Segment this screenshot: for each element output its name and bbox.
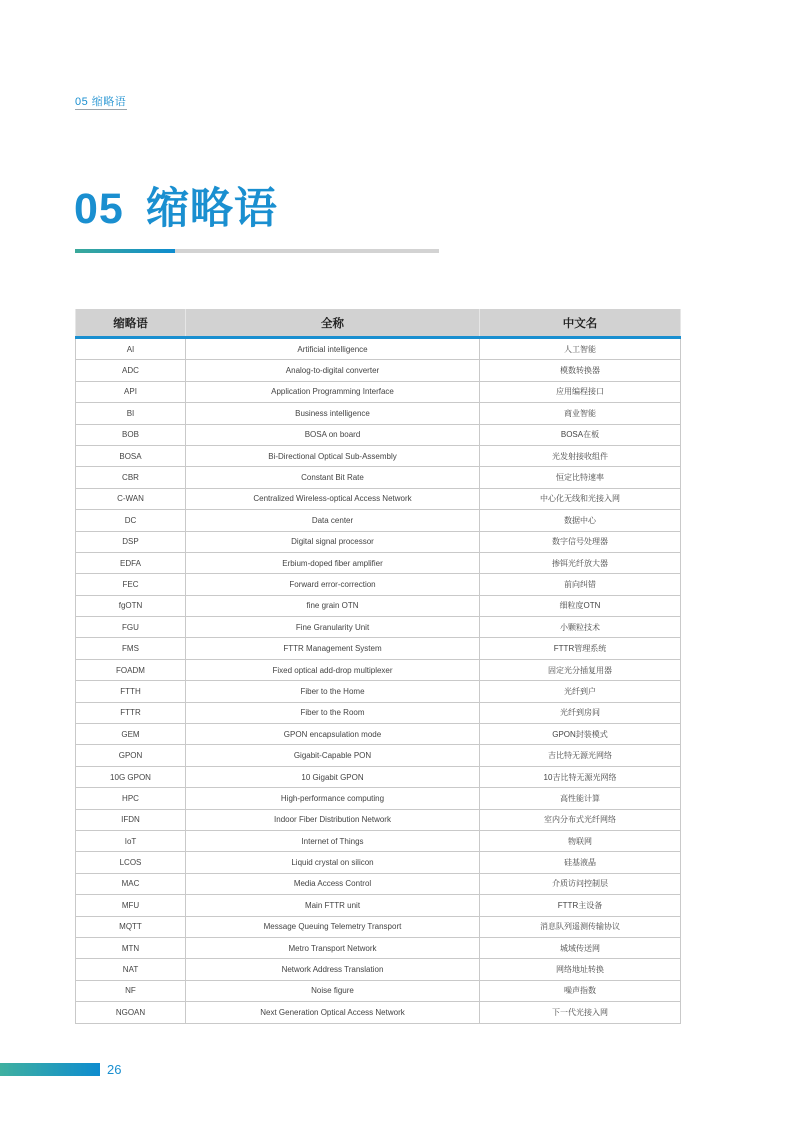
full-name-cell: Application Programming Interface bbox=[186, 381, 480, 402]
full-name-cell: High-performance computing bbox=[186, 788, 480, 809]
abbreviation-cell: CBR bbox=[76, 467, 186, 488]
column-header-chinese-name: 中文名 bbox=[480, 309, 681, 338]
full-name-cell: GPON encapsulation mode bbox=[186, 724, 480, 745]
running-head-divider bbox=[75, 109, 127, 110]
chinese-name-cell: 噪声指数 bbox=[480, 980, 681, 1001]
chinese-name-cell: BOSA在板 bbox=[480, 424, 681, 445]
chinese-name-cell: 商业智能 bbox=[480, 403, 681, 424]
chinese-name-cell: 模数转换器 bbox=[480, 360, 681, 381]
table-row bbox=[76, 552, 681, 573]
table-row bbox=[76, 467, 681, 488]
column-header-full-name: 全称 bbox=[186, 309, 480, 338]
chinese-name-cell: 城域传送网 bbox=[480, 937, 681, 958]
abbreviation-cell: NF bbox=[76, 980, 186, 1001]
running-head: 05 缩略语 bbox=[75, 96, 127, 108]
full-name-cell: Forward error-correction bbox=[186, 574, 480, 595]
abbreviation-cell: DSP bbox=[76, 531, 186, 552]
table-row bbox=[76, 381, 681, 402]
table-row bbox=[76, 531, 681, 552]
table-row bbox=[76, 916, 681, 937]
abbreviation-cell: FTTH bbox=[76, 681, 186, 702]
full-name-cell: Main FTTR unit bbox=[186, 895, 480, 916]
chinese-name-cell: 前向纠错 bbox=[480, 574, 681, 595]
full-name-cell: BOSA on board bbox=[186, 424, 480, 445]
chinese-name-cell: 小颗粒技术 bbox=[480, 617, 681, 638]
full-name-cell: Business intelligence bbox=[186, 403, 480, 424]
chinese-name-cell: 网络地址转换 bbox=[480, 959, 681, 980]
chinese-name-cell: 介质访问控制层 bbox=[480, 873, 681, 894]
chinese-name-cell: 细粒度OTN bbox=[480, 595, 681, 616]
abbreviation-cell: NGOAN bbox=[76, 1002, 186, 1023]
abbreviation-cell: DC bbox=[76, 510, 186, 531]
full-name-cell: Fiber to the Home bbox=[186, 681, 480, 702]
abbreviation-cell: IoT bbox=[76, 830, 186, 851]
table-row bbox=[76, 873, 681, 894]
abbreviation-cell: IFDN bbox=[76, 809, 186, 830]
table-row bbox=[76, 403, 681, 424]
chinese-name-cell: GPON封装模式 bbox=[480, 724, 681, 745]
full-name-cell: Fixed optical add-drop multiplexer bbox=[186, 659, 480, 680]
abbreviation-cell: GEM bbox=[76, 724, 186, 745]
table-row bbox=[76, 1002, 681, 1023]
chinese-name-cell: 物联网 bbox=[480, 830, 681, 851]
table-body bbox=[76, 338, 681, 1024]
abbreviation-cell: ADC bbox=[76, 360, 186, 381]
full-name-cell: Bi-Directional Optical Sub-Assembly bbox=[186, 445, 480, 466]
chinese-name-cell: 光纤到房间 bbox=[480, 702, 681, 723]
full-name-cell: Constant Bit Rate bbox=[186, 467, 480, 488]
abbreviation-cell: HPC bbox=[76, 788, 186, 809]
abbreviation-cell: NAT bbox=[76, 959, 186, 980]
abbreviation-cell: FTTR bbox=[76, 702, 186, 723]
abbreviation-cell: 10G GPON bbox=[76, 766, 186, 787]
full-name-cell: Analog-to-digital converter bbox=[186, 360, 480, 381]
abbreviation-cell: BOB bbox=[76, 424, 186, 445]
chinese-name-cell: 吉比特无源光网络 bbox=[480, 745, 681, 766]
full-name-cell: Network Address Translation bbox=[186, 959, 480, 980]
full-name-cell: FTTR Management System bbox=[186, 638, 480, 659]
table-row bbox=[76, 338, 681, 360]
full-name-cell: Message Queuing Telemetry Transport bbox=[186, 916, 480, 937]
section-number: 05 bbox=[74, 185, 124, 233]
abbreviation-cell: MFU bbox=[76, 895, 186, 916]
table-row bbox=[76, 830, 681, 851]
abbreviation-cell: FGU bbox=[76, 617, 186, 638]
full-name-cell: Fine Granularity Unit bbox=[186, 617, 480, 638]
chinese-name-cell: 消息队列遥测传输协议 bbox=[480, 916, 681, 937]
abbreviation-cell: FEC bbox=[76, 574, 186, 595]
table-row bbox=[76, 638, 681, 659]
full-name-cell: Data center bbox=[186, 510, 480, 531]
abbreviation-cell: EDFA bbox=[76, 552, 186, 573]
full-name-cell: Erbium-doped fiber amplifier bbox=[186, 552, 480, 573]
chinese-name-cell: 光发射接收组件 bbox=[480, 445, 681, 466]
full-name-cell: Noise figure bbox=[186, 980, 480, 1001]
chinese-name-cell: 室内分布式光纤网络 bbox=[480, 809, 681, 830]
full-name-cell: Digital signal processor bbox=[186, 531, 480, 552]
chinese-name-cell: 下一代光接入网 bbox=[480, 1002, 681, 1023]
table-row bbox=[76, 937, 681, 958]
abbreviation-cell: fgOTN bbox=[76, 595, 186, 616]
page-number: 26 bbox=[107, 1062, 122, 1077]
table-row bbox=[76, 745, 681, 766]
abbreviation-cell: FOADM bbox=[76, 659, 186, 680]
table-row bbox=[76, 617, 681, 638]
full-name-cell: Artificial intelligence bbox=[186, 338, 480, 360]
table-row bbox=[76, 809, 681, 830]
full-name-cell: Internet of Things bbox=[186, 830, 480, 851]
chinese-name-cell: FTTR主设备 bbox=[480, 895, 681, 916]
chinese-name-cell: FTTR管理系统 bbox=[480, 638, 681, 659]
table-row bbox=[76, 510, 681, 531]
table-row bbox=[76, 424, 681, 445]
table-row bbox=[76, 788, 681, 809]
abbreviation-cell: API bbox=[76, 381, 186, 402]
chinese-name-cell: 10吉比特无源光网络 bbox=[480, 766, 681, 787]
table-row bbox=[76, 574, 681, 595]
section-title: 缩略语 bbox=[145, 185, 278, 233]
table-row bbox=[76, 852, 681, 873]
full-name-cell: Metro Transport Network bbox=[186, 937, 480, 958]
full-name-cell: Gigabit-Capable PON bbox=[186, 745, 480, 766]
table-row bbox=[76, 702, 681, 723]
full-name-cell: Fiber to the Room bbox=[186, 702, 480, 723]
full-name-cell: Media Access Control bbox=[186, 873, 480, 894]
table-row bbox=[76, 681, 681, 702]
title-divider bbox=[75, 249, 439, 253]
chinese-name-cell: 恒定比特速率 bbox=[480, 467, 681, 488]
table-row bbox=[76, 895, 681, 916]
page-title bbox=[74, 183, 278, 235]
abbreviation-cell: MAC bbox=[76, 873, 186, 894]
table-row bbox=[76, 488, 681, 509]
chinese-name-cell: 掺铒光纤放大器 bbox=[480, 552, 681, 573]
full-name-cell: fine grain OTN bbox=[186, 595, 480, 616]
footer-accent-bar bbox=[0, 1063, 100, 1076]
table-row bbox=[76, 959, 681, 980]
abbreviation-cell: MQTT bbox=[76, 916, 186, 937]
chinese-name-cell: 数字信号处理器 bbox=[480, 531, 681, 552]
chinese-name-cell: 硅基液晶 bbox=[480, 852, 681, 873]
abbreviation-cell: AI bbox=[76, 338, 186, 360]
table-row bbox=[76, 659, 681, 680]
abbreviation-cell: C-WAN bbox=[76, 488, 186, 509]
chinese-name-cell: 高性能计算 bbox=[480, 788, 681, 809]
table-row bbox=[76, 766, 681, 787]
full-name-cell: Indoor Fiber Distribution Network bbox=[186, 809, 480, 830]
abbreviation-cell: MTN bbox=[76, 937, 186, 958]
table-row bbox=[76, 724, 681, 745]
abbreviation-cell: FMS bbox=[76, 638, 186, 659]
abbreviations-table bbox=[75, 309, 681, 1024]
abbreviation-cell: BOSA bbox=[76, 445, 186, 466]
full-name-cell: Next Generation Optical Access Network bbox=[186, 1002, 480, 1023]
chinese-name-cell: 数据中心 bbox=[480, 510, 681, 531]
table-row bbox=[76, 445, 681, 466]
full-name-cell: Centralized Wireless-optical Access Network bbox=[186, 488, 480, 509]
abbreviation-cell: BI bbox=[76, 403, 186, 424]
chinese-name-cell: 人工智能 bbox=[480, 338, 681, 360]
column-header-abbreviation: 缩略语 bbox=[76, 309, 186, 338]
table-row bbox=[76, 595, 681, 616]
chinese-name-cell: 光纤到户 bbox=[480, 681, 681, 702]
title-divider-accent bbox=[75, 249, 175, 253]
chinese-name-cell: 固定光分插复用器 bbox=[480, 659, 681, 680]
full-name-cell: 10 Gigabit GPON bbox=[186, 766, 480, 787]
abbreviation-cell: LCOS bbox=[76, 852, 186, 873]
table-header-row bbox=[76, 309, 681, 338]
abbreviation-cell: GPON bbox=[76, 745, 186, 766]
chinese-name-cell: 中心化无线和光接入网 bbox=[480, 488, 681, 509]
full-name-cell: Liquid crystal on silicon bbox=[186, 852, 480, 873]
table-row bbox=[76, 360, 681, 381]
table-row bbox=[76, 980, 681, 1001]
chinese-name-cell: 应用编程接口 bbox=[480, 381, 681, 402]
